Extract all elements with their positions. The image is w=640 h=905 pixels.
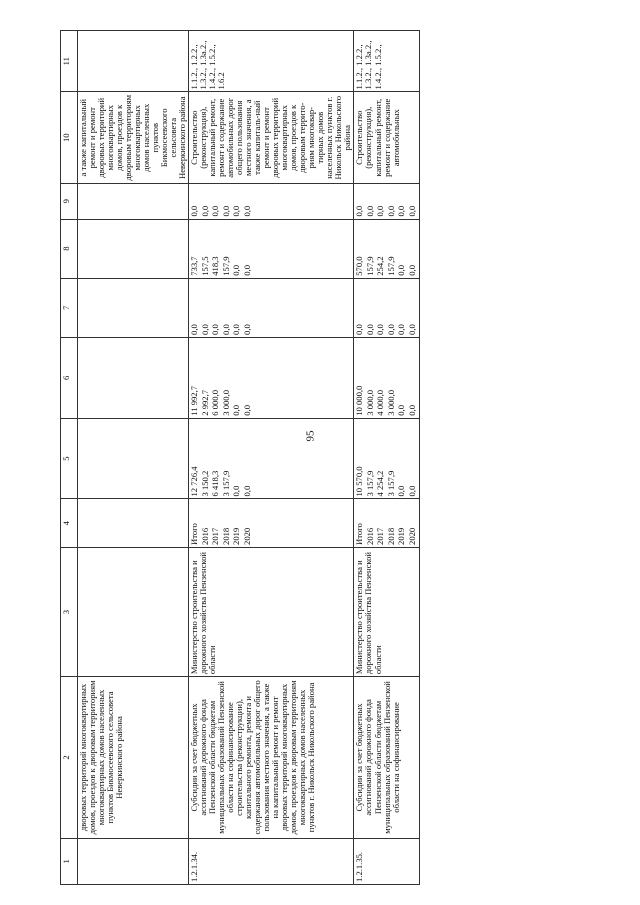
empty-cell xyxy=(78,278,189,337)
column-number-row xyxy=(61,31,78,885)
rotated-table-frame xyxy=(60,30,630,885)
row-description: Субсидии за счет бюджетных ассигнований дорожного фонда Пензенской области бюджетам муниципальных образований Пензенской области на софинансирование xyxy=(354,677,420,839)
row-col9-values xyxy=(189,184,354,220)
table-cell-value: 2019 xyxy=(396,527,407,545)
empty-cell xyxy=(78,337,189,418)
table-cell-value: 157,9 xyxy=(220,256,231,276)
table-cell-value: 570,0 xyxy=(354,256,365,276)
table-cell-value: 2020 xyxy=(241,527,252,545)
row-col5-values xyxy=(189,418,354,499)
empty-cell xyxy=(78,547,189,676)
table-cell-value: 2020 xyxy=(406,527,417,545)
table-cell-value: 157,9 xyxy=(385,256,396,276)
table-cell-value: 0,0 xyxy=(231,404,242,416)
table-cell-value: 157,5 xyxy=(199,256,210,276)
table-cell-value: 0,0 xyxy=(241,324,252,335)
header-col-10: 10 xyxy=(61,92,78,184)
table-cell-value: 0,0 xyxy=(396,404,407,416)
table-cell-value: 12 726,4 xyxy=(189,466,200,497)
table-cell-value: 2017 xyxy=(375,527,386,545)
table-cell-value: Итого xyxy=(189,523,200,545)
table-cell-value: 0,0 xyxy=(241,265,252,276)
table-cell-value: 0,0 xyxy=(385,324,396,335)
table-cell-value: 0,0 xyxy=(375,324,386,335)
table-cell-value: 3 000,0 xyxy=(220,389,231,416)
row-col5-values xyxy=(354,418,420,499)
table-cell-value: 0,0 xyxy=(231,205,242,217)
header-col-11: 11 xyxy=(61,31,78,92)
table-cell-value: 0,0 xyxy=(406,205,417,217)
table-cell-value: 0,0 xyxy=(354,205,365,217)
table-cell-value: 10 000,0 xyxy=(354,385,365,416)
table-cell-value: 0,0 xyxy=(406,265,417,276)
table-cell-value: 0,0 xyxy=(231,485,242,497)
table-cell-value: 0,0 xyxy=(199,205,210,217)
continuation-row xyxy=(78,31,189,885)
table-cell-value: 418,3 xyxy=(210,256,221,276)
table-cell-value: 0,0 xyxy=(241,205,252,217)
table-cell-value: 11 992,7 xyxy=(189,385,200,416)
header-col-8: 8 xyxy=(61,219,78,278)
table-cell-value: 2019 xyxy=(231,527,242,545)
table-cell-value: 0,0 xyxy=(231,265,242,276)
table-cell-value: 4 254,2 xyxy=(375,470,386,497)
table-cell-value: 0,0 xyxy=(241,485,252,497)
empty-cell xyxy=(78,31,189,92)
table-cell-value: 3 150,2 xyxy=(199,470,210,497)
table-cell-value: Итого xyxy=(354,523,365,545)
table-cell-value: 0,0 xyxy=(396,324,407,335)
table-cell-value: 2016 xyxy=(364,527,375,545)
table-cell-value: 3 000,0 xyxy=(385,389,396,416)
table-cell-value: 0,0 xyxy=(406,324,417,335)
table-cell-value: 0,0 xyxy=(231,324,242,335)
table-cell-value: 0,0 xyxy=(396,485,407,497)
table-cell-value: 0,0 xyxy=(364,324,375,335)
row-col8-values xyxy=(189,219,354,278)
table-cell-value: 0,0 xyxy=(385,205,396,217)
table-cell-value: 2016 xyxy=(199,527,210,545)
row-years xyxy=(354,499,420,547)
table-cell-value: 0,0 xyxy=(199,324,210,335)
row-result: Строительство (реконструкция), капитальный ремонт, ремонт и содержание автомобильных xyxy=(354,92,420,184)
row-col6-values xyxy=(189,337,354,418)
table-cell-value: 0,0 xyxy=(220,324,231,335)
row-years xyxy=(189,499,354,547)
table-cell-value: 4 000,0 xyxy=(375,389,386,416)
program-table xyxy=(60,30,420,885)
row-code: 1.2.1.34. xyxy=(189,838,354,884)
empty-cell xyxy=(78,219,189,278)
table-cell-value: 0,0 xyxy=(406,485,417,497)
row-col7-values xyxy=(354,278,420,337)
empty-cell xyxy=(78,499,189,547)
header-col-4: 4 xyxy=(61,499,78,547)
table-cell-value: 3 000,0 xyxy=(364,389,375,416)
table-cell-value: 3 157,9 xyxy=(220,470,231,497)
table-cell-value: 0,0 xyxy=(189,324,200,335)
table-cell-value: 2018 xyxy=(220,527,231,545)
header-col-5: 5 xyxy=(61,418,78,499)
row-executor: Министерство строительства и дорожного хозяйства Пензенской области xyxy=(354,547,420,676)
table-cell-value: 2017 xyxy=(210,527,221,545)
header-col-6: 6 xyxy=(61,337,78,418)
row-indicators: 1.1.2., 1.2.2., 1.3.2., 1.3а.2., 1.4.2., 1.5.2., xyxy=(354,31,420,92)
table-cell-value: 254,2 xyxy=(375,256,386,276)
table-cell-value: 3 157,9 xyxy=(364,470,375,497)
table-cell-value: 0,0 xyxy=(354,324,365,335)
row-col6-values xyxy=(354,337,420,418)
table-cell-value: 0,0 xyxy=(375,205,386,217)
table-cell-value: 3 157,9 xyxy=(385,470,396,497)
continuation-description: дворовых территорий многоквартирных домов, проездов к дворовым территориям многоквартирных домов населенных пунктов Бикмосеевского сельсовета Неверкинского района xyxy=(78,677,189,839)
row-executor: Министерство строительства и дорожного хозяйства Пензенской области xyxy=(189,547,354,676)
table-row xyxy=(354,31,420,885)
table-cell-value: 0,0 xyxy=(406,404,417,416)
header-col-3: 3 xyxy=(61,547,78,676)
table-cell-value: 6 418,3 xyxy=(210,470,221,497)
header-col-2: 2 xyxy=(61,677,78,839)
row-description: Субсидии за счет бюджетных ассигнований дорожного фонда Пензенской области бюджетам муниципальных образований Пензенской области на софинансирование строительства (реконструкции), капитального ремонта, ремонта и содержания автомобильных дорог общего пользования местного значения, а также на капитальный ремонт и ремонт дворовых территорий многоквартирных домов, проездов к дворовым территориям многоквартирных домов населенных пунктов г. Никольск Никольского района xyxy=(189,677,354,839)
table-cell-value: 2 992,7 xyxy=(199,389,210,416)
empty-cell xyxy=(78,418,189,499)
row-code: 1.2.1.35. xyxy=(354,838,420,884)
table-cell-value: 0,0 xyxy=(220,205,231,217)
continuation-result: а также капитальный ремонт и ремонт дворовых территорий многоквартирных домов, проездов к дворовым территориям многоквартирных домов населенных пунктов Бикмосеевского сельсовета Неверкинского района xyxy=(78,92,189,184)
table-row xyxy=(189,31,354,885)
row-col8-values xyxy=(354,219,420,278)
row-col7-values xyxy=(189,278,354,337)
continuation-code-cell xyxy=(78,838,189,884)
table-cell-value: 733,7 xyxy=(189,256,200,276)
table-cell-value: 0,0 xyxy=(396,205,407,217)
table-cell-value: 10 570,0 xyxy=(354,466,365,497)
table-cell-value: 0,0 xyxy=(210,205,221,217)
table-cell-value: 0,0 xyxy=(241,404,252,416)
row-indicators: 1.1.2., 1.2.2., 1.3.2., 1.3а.2., 1.4.2., 1.5.2., 1.6.2 xyxy=(189,31,354,92)
page-number: 95 xyxy=(304,430,317,442)
header-col-7: 7 xyxy=(61,278,78,337)
table-cell-value: 6 000,0 xyxy=(210,389,221,416)
empty-cell xyxy=(78,184,189,220)
table-cell-value: 0,0 xyxy=(396,265,407,276)
row-result: Строительство (реконструкция), капитальный ремонт, ремонт и содержание автомобильных дорог общего пользования местного значения, а также капиталь-ный ремонт и ремонт дворовых территорий многоквартирных домов, проездов к дворовым террито-риям многоквар-тирных домов населенных пунктов г. Никольск Никольского района xyxy=(189,92,354,184)
table-cell-value: 0,0 xyxy=(210,324,221,335)
table-cell-value: 0,0 xyxy=(189,205,200,217)
table-cell-value: 157,9 xyxy=(364,256,375,276)
table-cell-value: 2018 xyxy=(385,527,396,545)
row-col9-values xyxy=(354,184,420,220)
header-col-1: 1 xyxy=(61,838,78,884)
header-col-9: 9 xyxy=(61,184,78,220)
table-cell-value: 0,0 xyxy=(364,205,375,217)
